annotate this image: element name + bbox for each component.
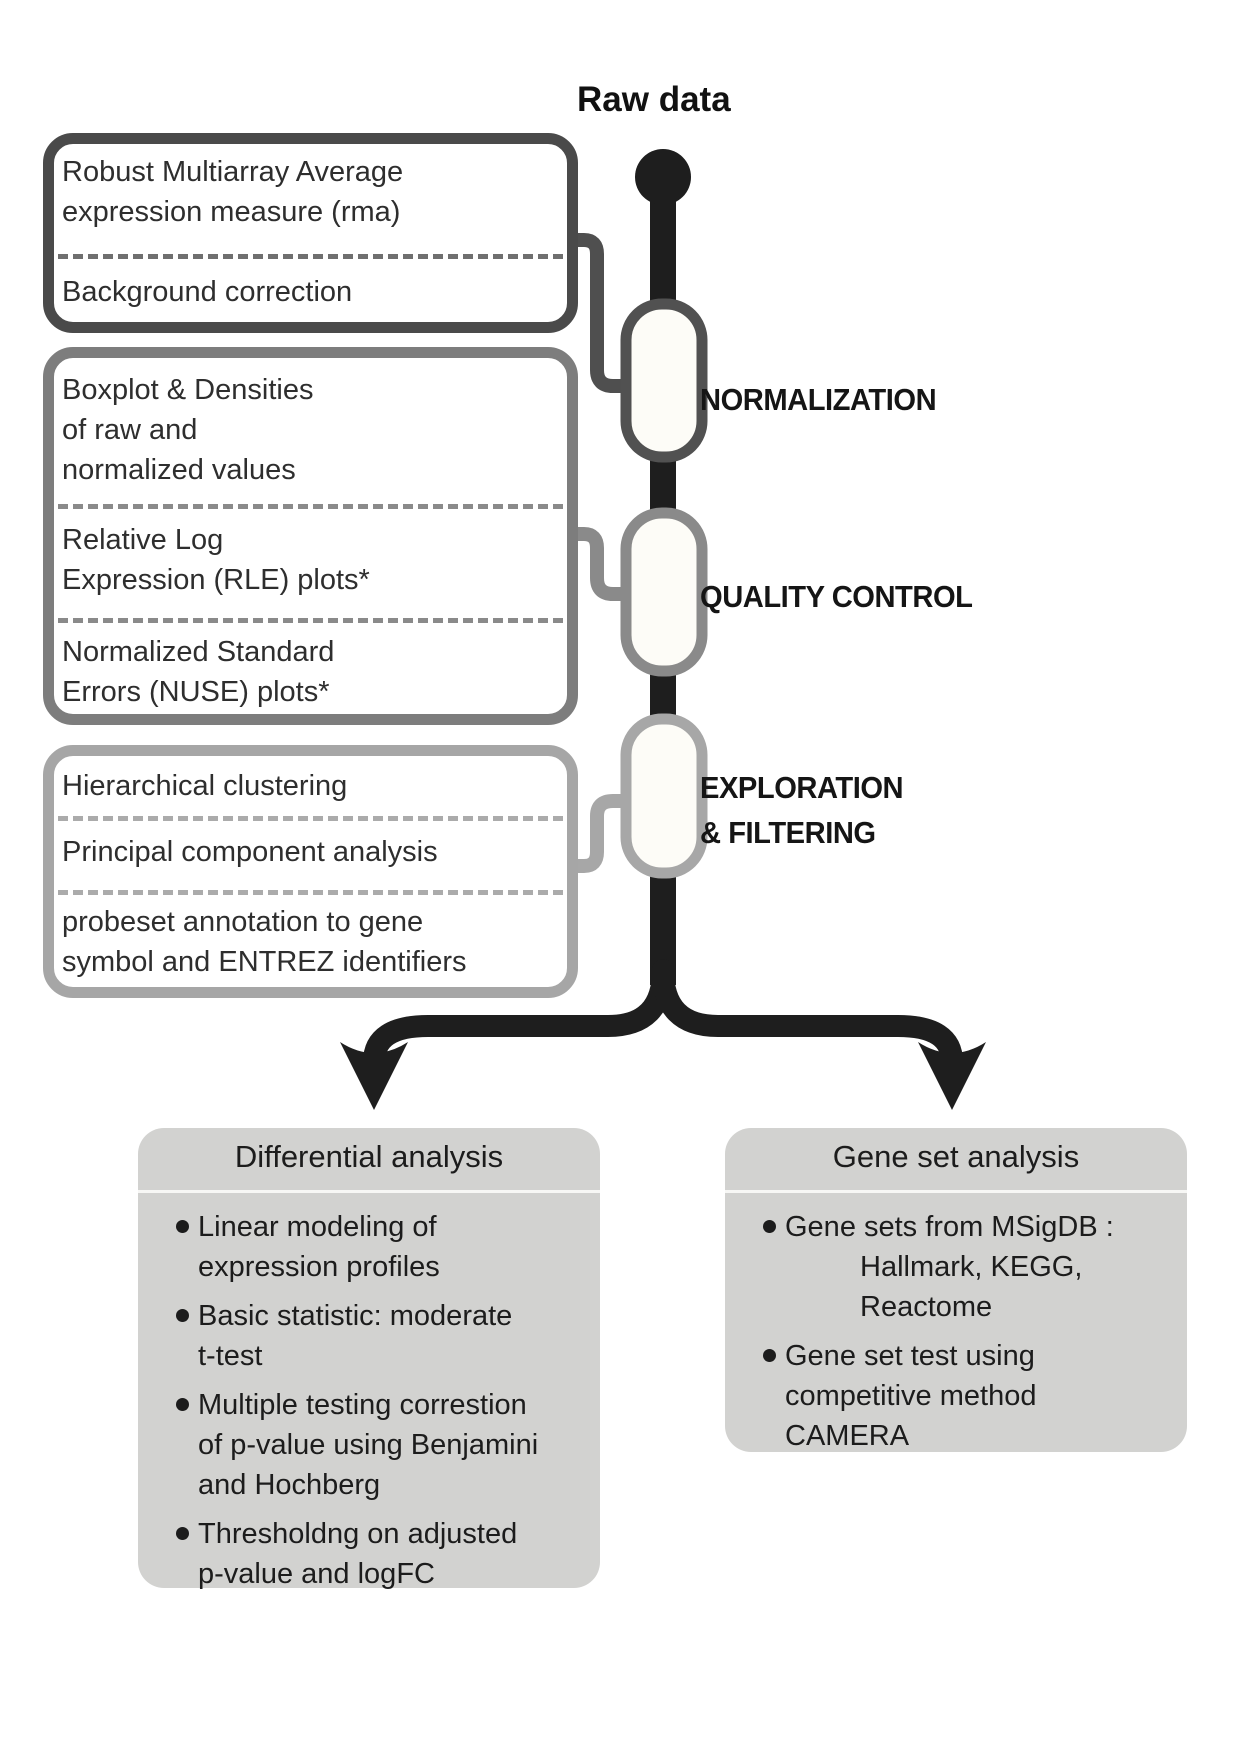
list-item bbox=[763, 1336, 1179, 1456]
bullet-line: Multiple testing correstion bbox=[198, 1389, 527, 1421]
method-text: Errors (NUSE) plots* bbox=[62, 676, 330, 708]
method-box-exploration bbox=[43, 745, 578, 998]
method-text: Background correction bbox=[62, 276, 353, 308]
stage-label-line: EXPLORATION bbox=[700, 770, 904, 805]
dashed-divider bbox=[58, 504, 563, 509]
bullet-line: Linear modeling of bbox=[198, 1211, 437, 1243]
bullet-line: of p-value using Benjamini bbox=[198, 1429, 539, 1461]
method-text: Hierarchical clustering bbox=[62, 770, 348, 802]
list-item bbox=[176, 1207, 592, 1287]
bullet-line: Basic statistic: moderate bbox=[198, 1300, 513, 1332]
method-text: Normalized Standard bbox=[62, 636, 335, 668]
raw-data-title: Raw data bbox=[577, 80, 731, 119]
stage-label-quality-control: QUALITY CONTROL bbox=[700, 579, 973, 614]
connector-normalization bbox=[572, 240, 624, 386]
list-item bbox=[176, 1385, 592, 1505]
bullet-line: CAMERA bbox=[785, 1420, 910, 1452]
bullet-line: Reactome bbox=[860, 1291, 993, 1323]
list-item bbox=[176, 1514, 592, 1594]
bullet-line: t-test bbox=[198, 1340, 263, 1372]
dashed-divider bbox=[58, 618, 563, 623]
method-text: normalized values bbox=[62, 454, 296, 486]
method-text: probeset annotation to gene bbox=[62, 906, 424, 938]
gene-set-analysis-title: Gene set analysis bbox=[725, 1128, 1187, 1193]
method-box-quality-control bbox=[43, 347, 578, 725]
stage-label-exploration-filtering bbox=[700, 765, 903, 855]
method-text: of raw and bbox=[62, 414, 198, 446]
method-text: Robust Multiarray Average bbox=[62, 156, 404, 188]
bullet-icon bbox=[176, 1309, 189, 1322]
node-normalization bbox=[626, 304, 702, 457]
differential-analysis-list bbox=[138, 1193, 600, 1594]
list-item bbox=[176, 1296, 592, 1376]
method-text: Principal component analysis bbox=[62, 836, 438, 868]
bullet-icon bbox=[176, 1527, 189, 1540]
raw-data-dot-icon bbox=[635, 149, 691, 205]
differential-analysis-title: Differential analysis bbox=[138, 1128, 600, 1193]
method-text: Expression (RLE) plots* bbox=[62, 564, 370, 596]
connector-quality-control bbox=[572, 534, 624, 594]
branch-right-line bbox=[663, 970, 952, 1062]
node-quality-control bbox=[626, 513, 702, 671]
bullet-icon bbox=[176, 1398, 189, 1411]
bullet-line: Thresholdng on adjusted bbox=[198, 1518, 518, 1550]
bullet-line: p-value and logFC bbox=[198, 1558, 435, 1590]
method-text: Boxplot & Densities bbox=[62, 374, 314, 406]
gene-set-analysis-list bbox=[725, 1193, 1187, 1456]
bullet-line: and Hochberg bbox=[198, 1469, 381, 1501]
bullet-line: Gene sets from MSigDB : bbox=[785, 1211, 1114, 1243]
node-exploration bbox=[626, 719, 702, 873]
stage-label-normalization: NORMALIZATION bbox=[700, 382, 937, 417]
bullet-line: competitive method bbox=[785, 1380, 1037, 1412]
bullet-line: Hallmark, KEGG, bbox=[860, 1251, 1083, 1283]
dashed-divider bbox=[58, 890, 563, 895]
method-box-normalization bbox=[43, 133, 578, 333]
dashed-divider bbox=[58, 816, 563, 821]
bullet-line: Gene set test using bbox=[785, 1340, 1035, 1372]
gene-set-analysis-box bbox=[725, 1128, 1187, 1452]
differential-analysis-box bbox=[138, 1128, 600, 1588]
list-item bbox=[763, 1207, 1179, 1327]
bullet-icon bbox=[763, 1349, 776, 1362]
bullet-icon bbox=[176, 1220, 189, 1233]
connector-exploration bbox=[572, 801, 624, 866]
method-text: expression measure (rma) bbox=[62, 196, 401, 228]
bullet-line: expression profiles bbox=[198, 1251, 440, 1283]
stage-label-line: & FILTERING bbox=[700, 815, 876, 850]
method-text: Relative Log bbox=[62, 524, 224, 556]
dashed-divider bbox=[58, 254, 563, 259]
bullet-icon bbox=[763, 1220, 776, 1233]
method-text: symbol and ENTREZ identifiers bbox=[62, 946, 467, 978]
